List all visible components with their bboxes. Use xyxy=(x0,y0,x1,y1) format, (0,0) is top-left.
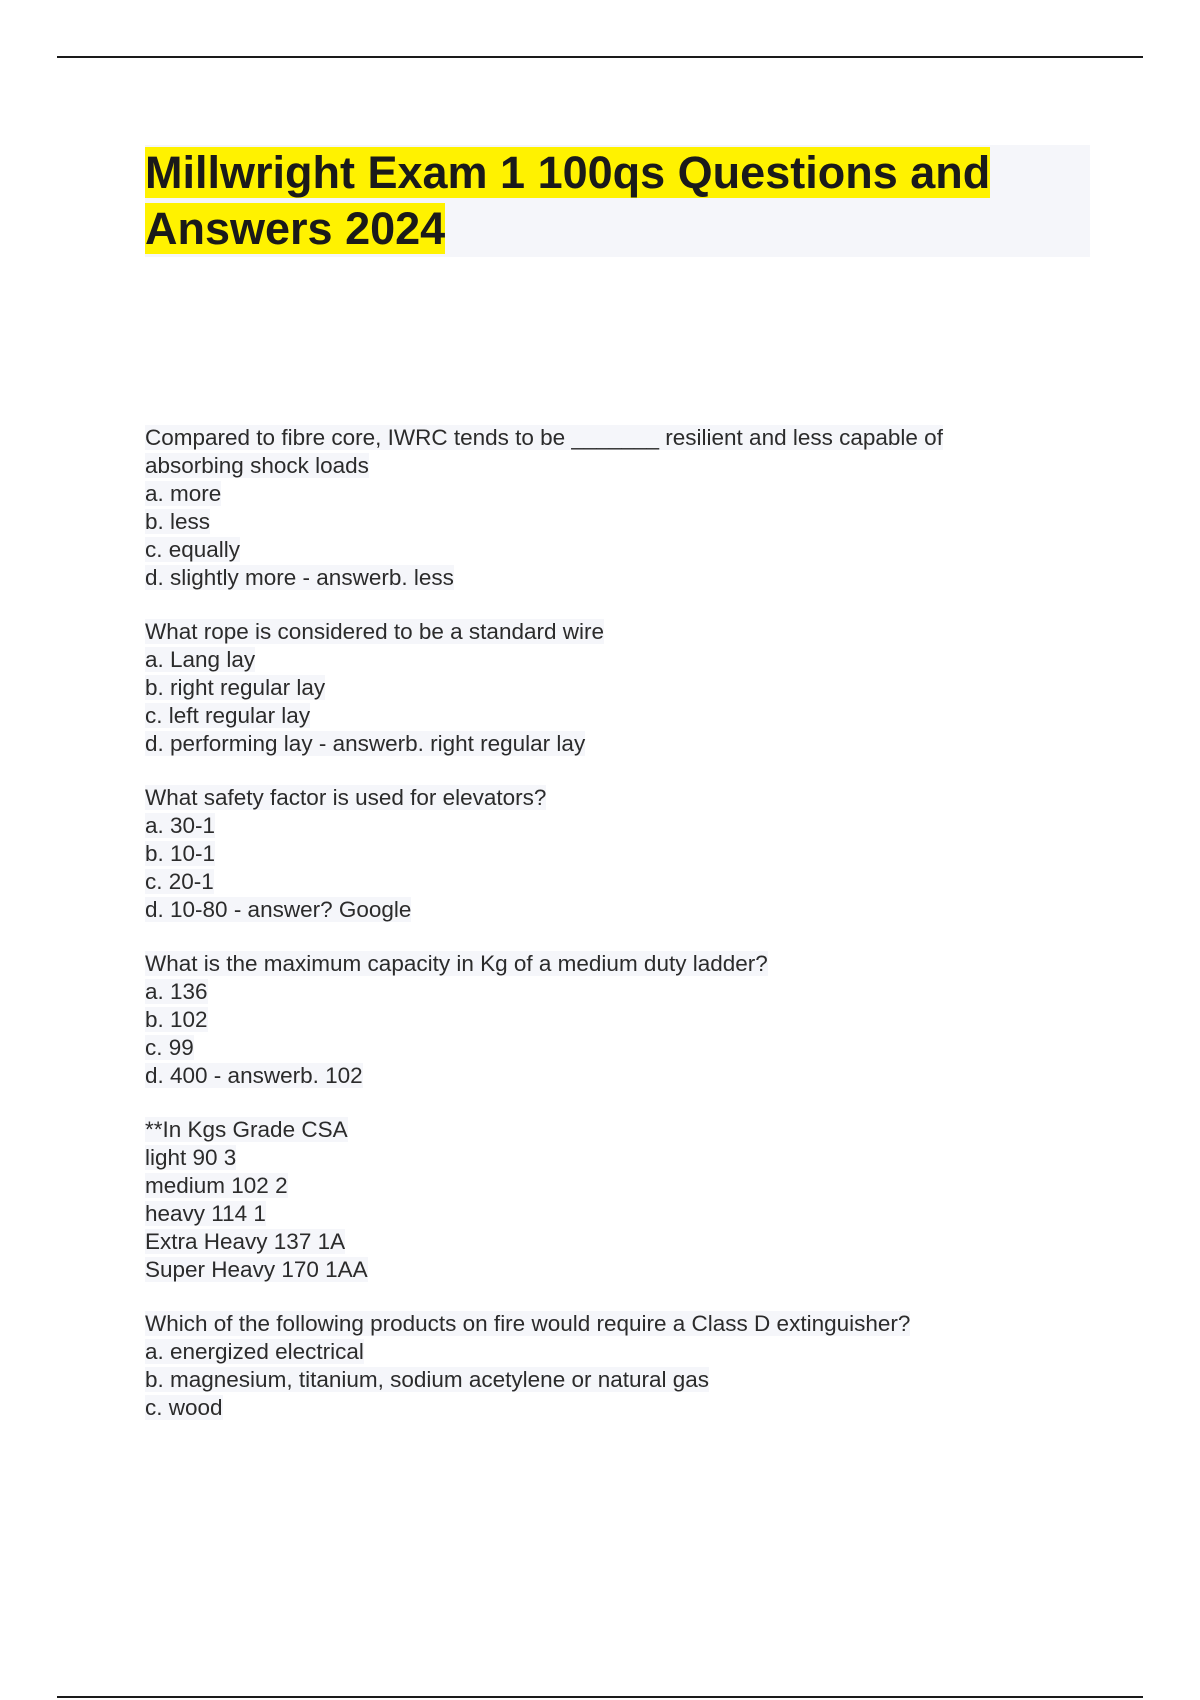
answer-option: c. equally xyxy=(145,537,241,562)
question-text: absorbing shock loads xyxy=(145,453,369,478)
title-line-1: Millwright Exam 1 100qs Questions and xyxy=(145,147,991,198)
note-line: light 90 3 xyxy=(145,1145,237,1170)
title-block xyxy=(145,145,1090,257)
answer-option: a. 136 xyxy=(145,979,208,1004)
question-text: What is the maximum capacity in Kg of a medium duty ladder? xyxy=(145,951,768,976)
answer-option: a. 30-1 xyxy=(145,813,216,838)
question-block xyxy=(145,424,1065,592)
note-line: heavy 114 1 xyxy=(145,1201,266,1226)
answer-option: d. performing lay - answerb. right regular lay xyxy=(145,731,586,756)
answer-option: c. left regular lay xyxy=(145,703,311,728)
answer-option: c. 20-1 xyxy=(145,869,214,894)
question-block xyxy=(145,950,1065,1090)
note-block xyxy=(145,1116,1065,1284)
answer-option: d. 400 - answerb. 102 xyxy=(145,1063,363,1088)
top-rule xyxy=(57,56,1143,58)
answer-option: b. 102 xyxy=(145,1007,208,1032)
answer-option: a. energized electrical xyxy=(145,1339,364,1364)
note-heading: **In Kgs Grade CSA xyxy=(145,1117,348,1142)
question-list xyxy=(145,424,1065,1448)
question-text: Which of the following products on fire would require a Class D extinguisher? xyxy=(145,1311,911,1336)
question-text: Compared to fibre core, IWRC tends to be _______ resilient and less capable of xyxy=(145,425,943,450)
answer-option: b. magnesium, titanium, sodium acetylene or natural gas xyxy=(145,1367,710,1392)
answer-option: c. 99 xyxy=(145,1035,194,1060)
question-text: What safety factor is used for elevators? xyxy=(145,785,547,810)
title-line-2: Answers 2024 xyxy=(145,203,446,254)
question-block xyxy=(145,784,1065,924)
answer-option: d. slightly more - answerb. less xyxy=(145,565,454,590)
note-line: Extra Heavy 137 1A xyxy=(145,1229,346,1254)
answer-option: a. more xyxy=(145,481,222,506)
question-block xyxy=(145,1310,1065,1422)
question-block xyxy=(145,618,1065,758)
bottom-rule xyxy=(57,1696,1143,1698)
question-text: What rope is considered to be a standard wire xyxy=(145,619,604,644)
answer-option: b. right regular lay xyxy=(145,675,326,700)
note-line: medium 102 2 xyxy=(145,1173,288,1198)
document-title xyxy=(145,145,1090,257)
note-line: Super Heavy 170 1AA xyxy=(145,1257,368,1282)
answer-option: c. wood xyxy=(145,1395,223,1420)
answer-option: d. 10-80 - answer? Google xyxy=(145,897,412,922)
answer-option: b. less xyxy=(145,509,211,534)
answer-option: b. 10-1 xyxy=(145,841,216,866)
answer-option: a. Lang lay xyxy=(145,647,256,672)
